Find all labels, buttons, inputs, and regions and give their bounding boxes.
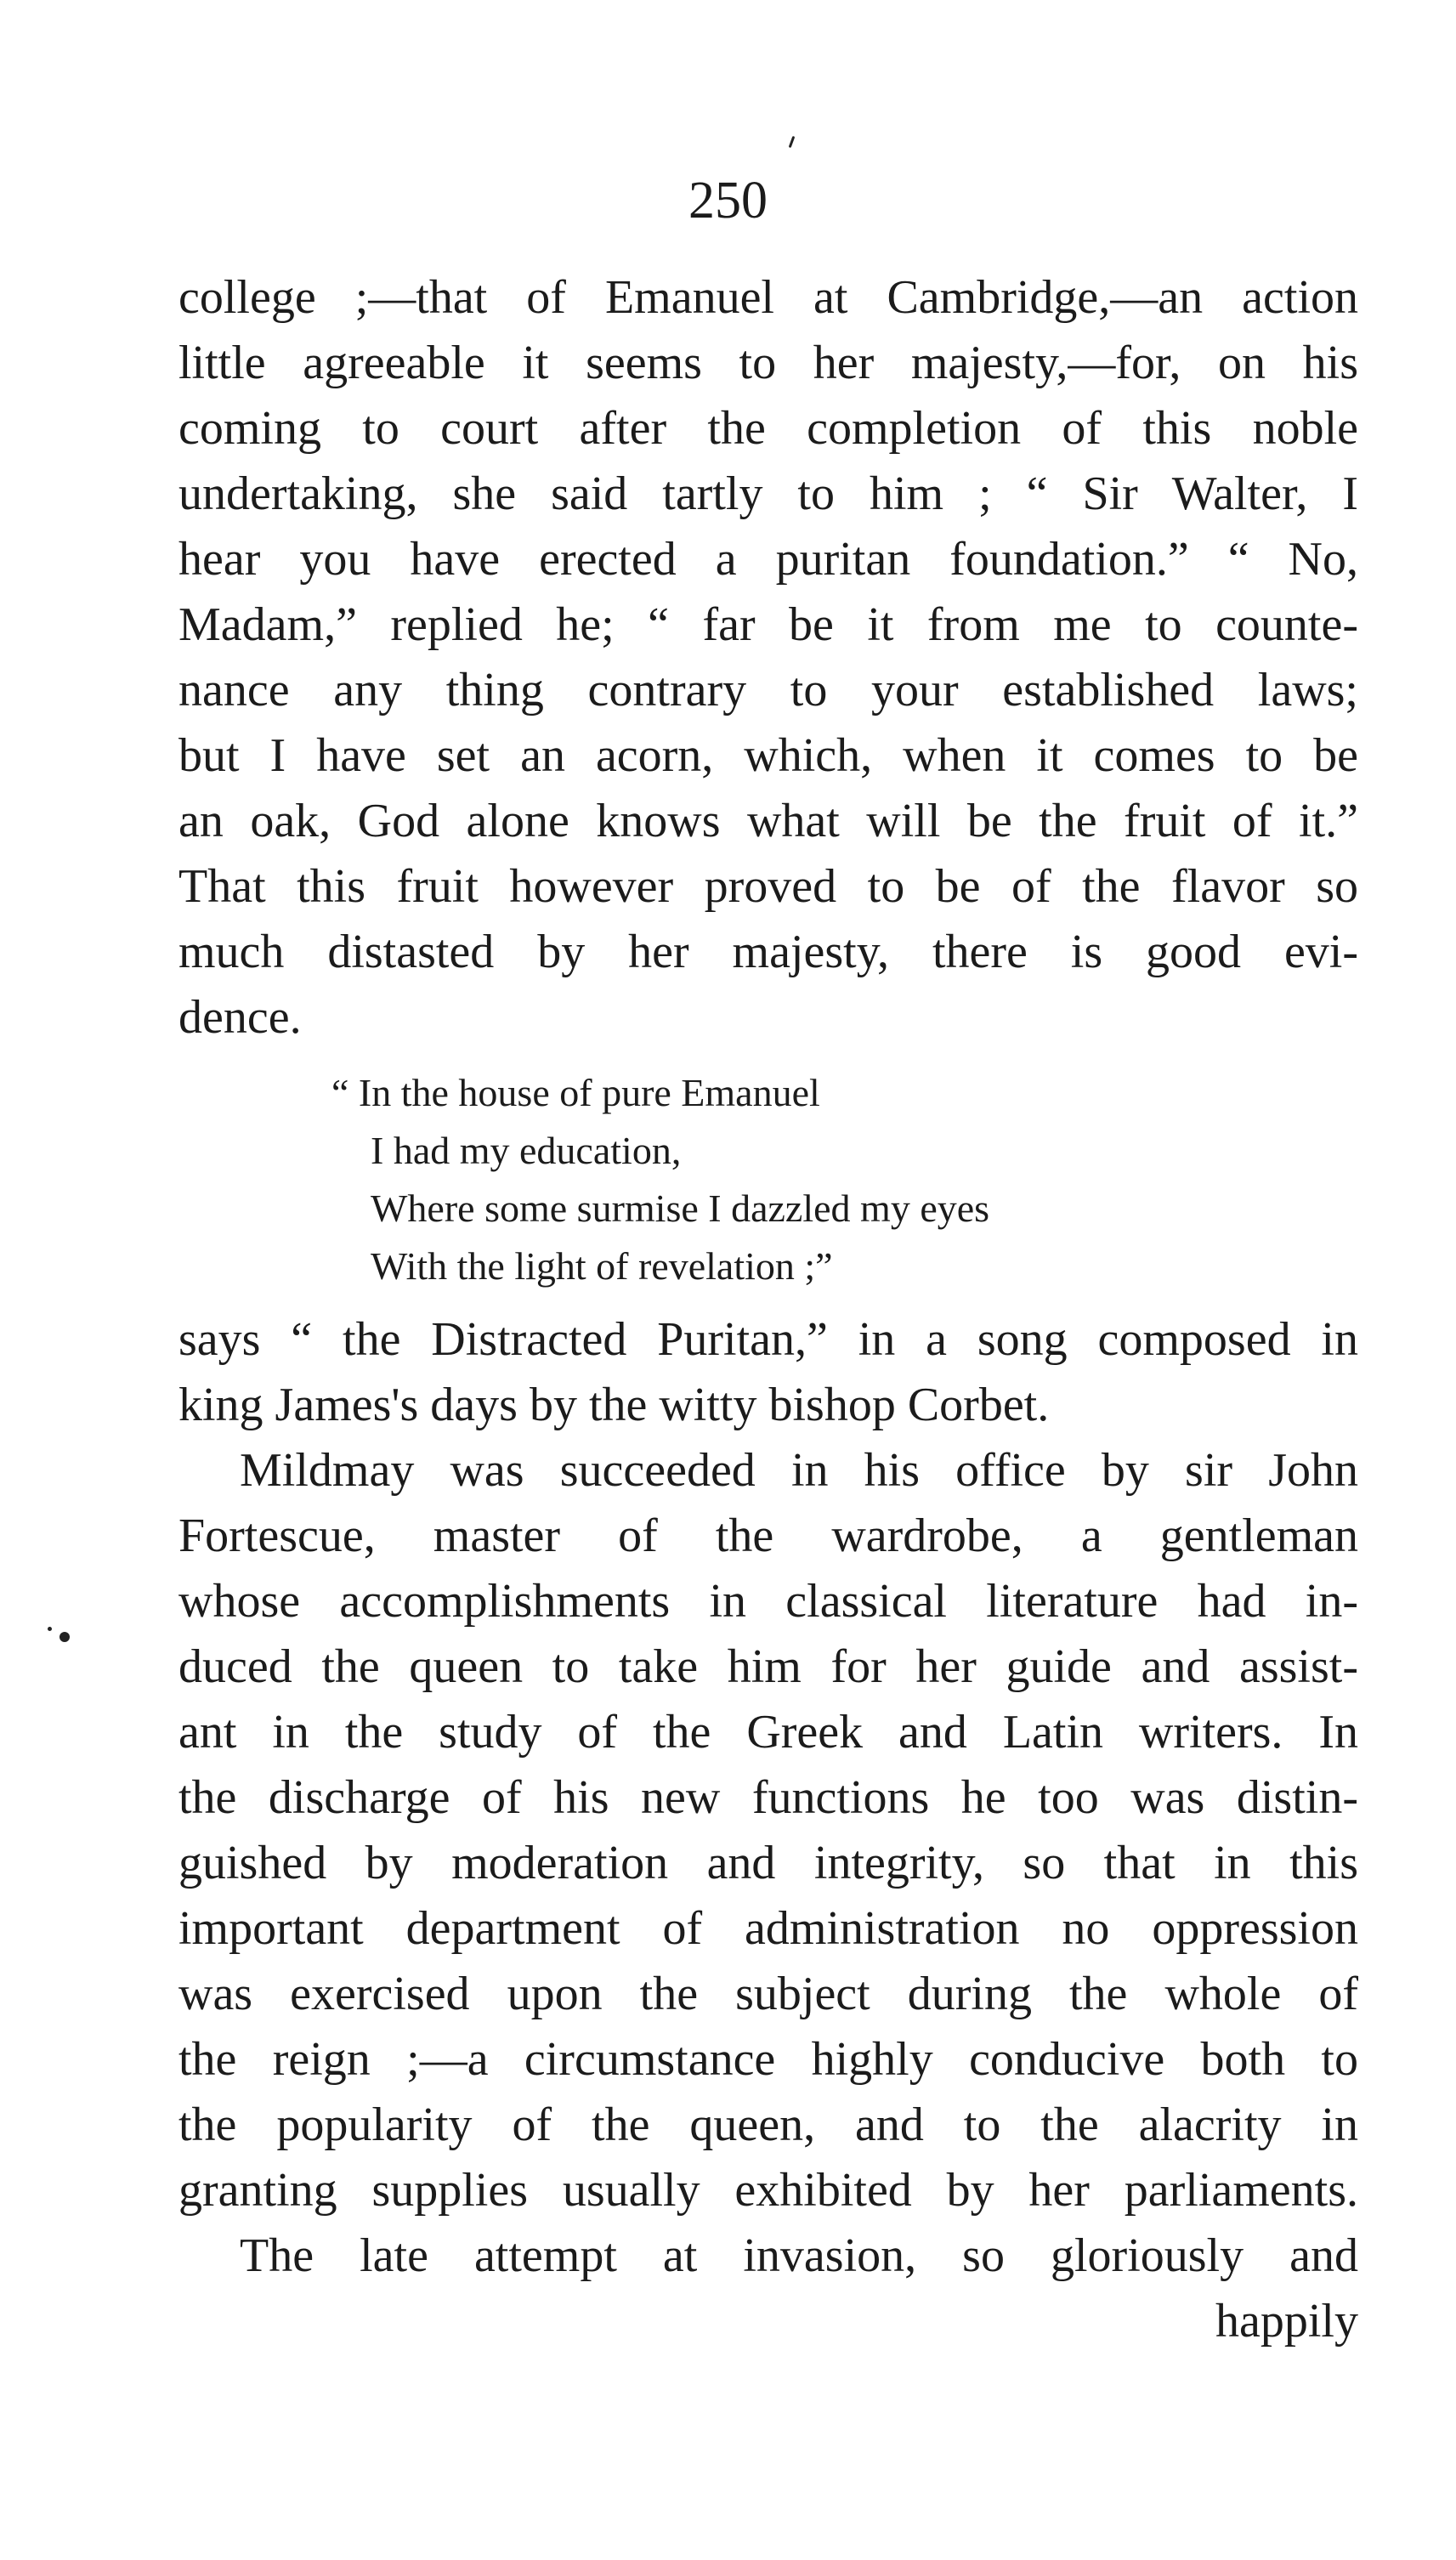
page-number: 250 xyxy=(688,172,768,229)
text-line: the discharge of his new functions he too was distin- xyxy=(178,1771,1358,1824)
text-line: college ;—that of Emanuel at Cambridge,—an action xyxy=(178,271,1358,324)
verse-quotation xyxy=(178,1064,1358,1295)
paragraph-1 xyxy=(178,265,1358,1051)
text-line: but I have set an acorn, which, when it comes to be xyxy=(178,729,1358,782)
body-text xyxy=(178,265,1358,2354)
text-line: says “ the Distracted Puritan,” in a song composed in xyxy=(178,1313,1358,1366)
paragraph-2 xyxy=(178,1307,1358,1438)
text-line: duced the queen to take him for her guide and assist- xyxy=(178,1640,1358,1693)
text-line: an oak, God alone knows what will be the fruit of it.” xyxy=(178,795,1358,847)
text-line: nance any thing contrary to your established laws; xyxy=(178,664,1358,716)
text-line: guished by moderation and integrity, so that in this xyxy=(178,1837,1358,1889)
text-line: undertaking, she said tartly to him ; “ Sir Walter, I xyxy=(178,467,1358,520)
text-line: the reign ;—a circumstance highly conducive both to xyxy=(178,2033,1358,2086)
text-line: was exercised upon the subject during the whole of xyxy=(178,1968,1358,2020)
text-line: much distasted by her majesty, there is good evi- xyxy=(178,926,1358,978)
text-line: Madam,” replied he; “ far be it from me to counte- xyxy=(178,598,1358,651)
verse-line: “ In the house of pure Emanuel xyxy=(331,1071,820,1114)
text-line: the popularity of the queen, and to the alacrity in xyxy=(178,2098,1358,2151)
paragraph-3 xyxy=(178,1438,1358,2223)
text-line: important department of administration no oppression xyxy=(178,1902,1358,1955)
text-line: little agreeable it seems to her majesty,—for, on his xyxy=(178,337,1358,389)
text-line: hear you have erected a puritan foundation.” “ No, xyxy=(178,533,1358,586)
text-line: granting supplies usually exhibited by her parliaments. xyxy=(178,2164,1358,2217)
text-line: That this fruit however proved to be of the flavor so xyxy=(178,860,1358,913)
text-line: coming to court after the completion of this noble xyxy=(178,402,1358,455)
text-line: ant in the study of the Greek and Latin writers. In xyxy=(178,1706,1358,1759)
text-line: whose accomplishments in classical literature had in- xyxy=(178,1575,1358,1628)
verse-line: I had my education, xyxy=(371,1129,682,1172)
text-line: dence. xyxy=(178,991,302,1044)
stray-ink-dot xyxy=(59,1632,70,1642)
paragraph-4 xyxy=(178,2223,1358,2289)
stray-ink-mark xyxy=(789,136,796,148)
text-line: Mildmay was succeeded in his office by sir John xyxy=(240,1444,1358,1497)
verse-line: With the light of revelation ;” xyxy=(371,1244,833,1288)
text-line: king James's days by the witty bishop Corbet. xyxy=(178,1379,1050,1431)
text-line: Fortescue, master of the wardrobe, a gentleman xyxy=(178,1509,1358,1562)
text-line: The late attempt at invasion, so gloriously and xyxy=(240,2229,1358,2282)
catchword: happily xyxy=(1215,2295,1358,2348)
stray-ink-dot-small xyxy=(48,1627,52,1631)
verse-line: Where some surmise I dazzled my eyes xyxy=(371,1187,990,1230)
